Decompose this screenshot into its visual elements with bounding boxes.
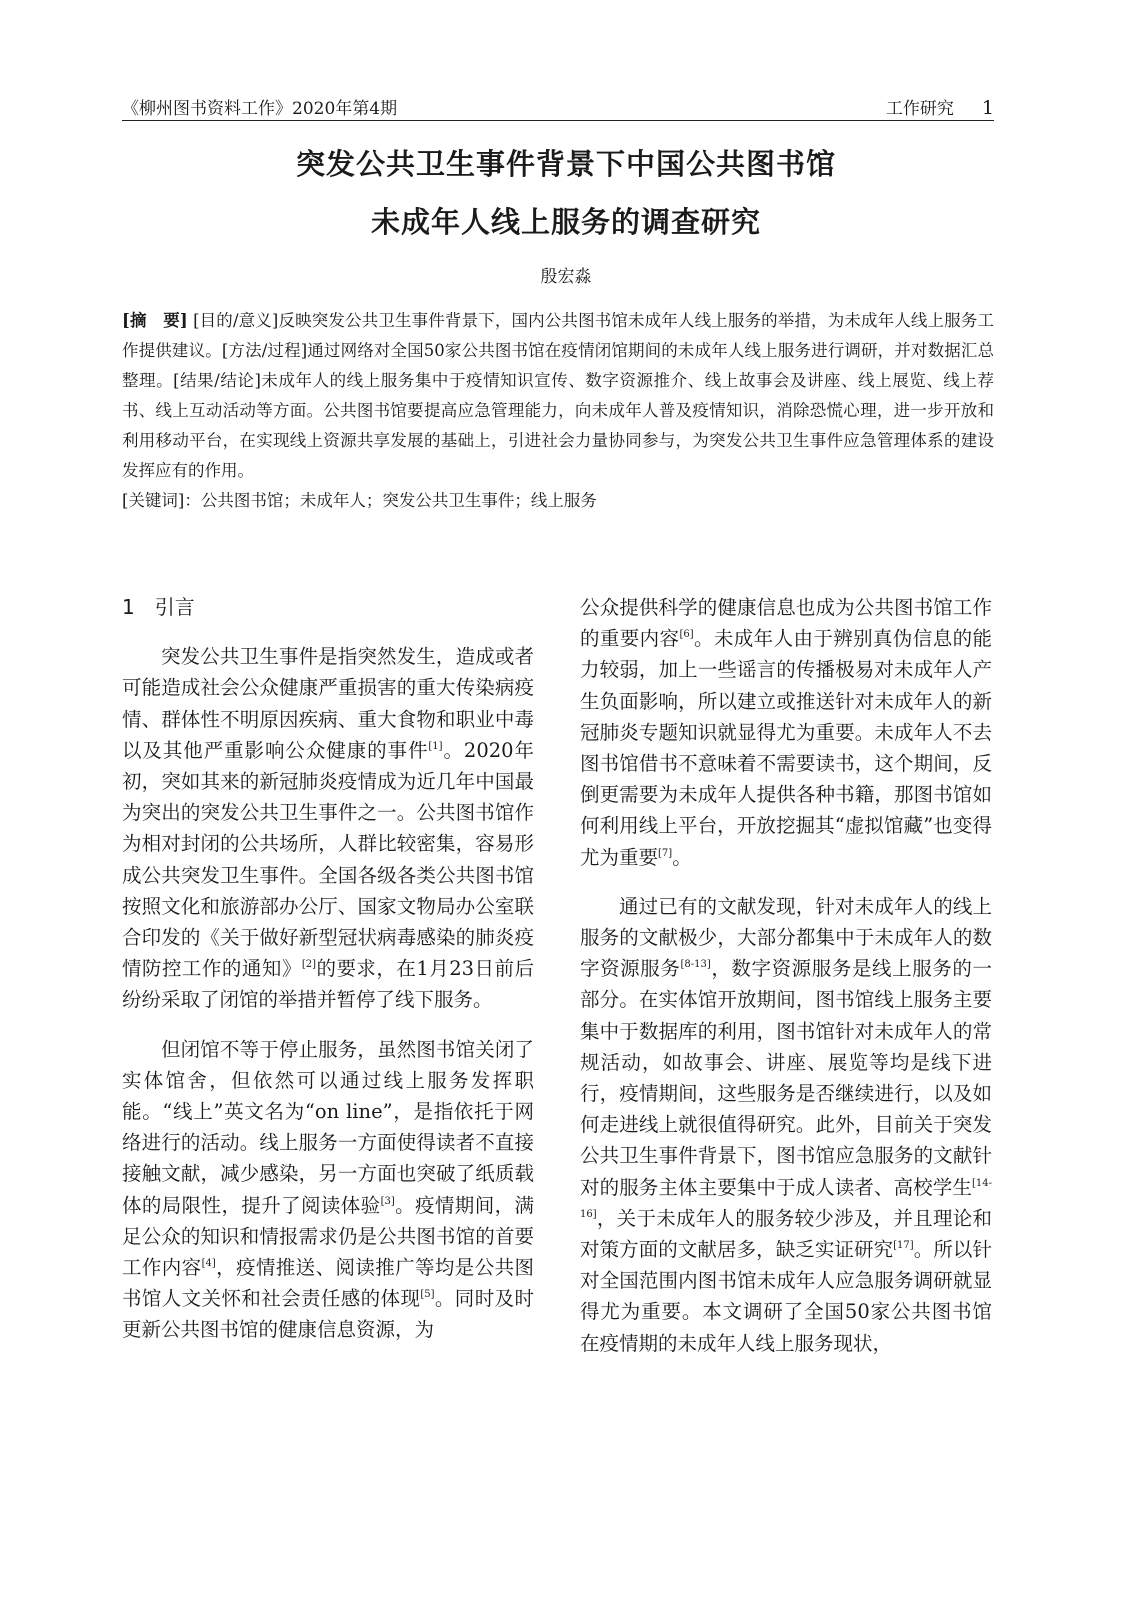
right-column	[580, 592, 992, 1377]
article-title-line-1: 突发公共卫生事件背景下中国公共图书馆	[295, 147, 836, 181]
article-title-line-2: 未成年人线上服务的调查研究	[370, 205, 761, 239]
journal-issue: 《柳州图书资料工作》2020年第4期	[122, 99, 398, 119]
body-paragraph-1	[122, 641, 534, 1015]
text-run: 的要求，在1月23日前后纷纷采取了闭馆的举措并暂停了线下服务。	[122, 957, 534, 1012]
section-heading	[122, 592, 534, 623]
section-number: 1	[122, 595, 135, 619]
citation-1: [1]	[428, 740, 443, 752]
citation-4: [4]	[201, 1258, 216, 1270]
body-paragraph-2	[122, 1034, 534, 1346]
text-run: 。2020年初，突如其来的新冠肺炎疫情成为近几年中国最为突出的突发公共卫生事件之一。公共图书馆作为相对封闭的公共场所，人群比较密集，容易形成公共突发卫生事件。全国各级各类公共图书馆按照文化和旅游部办公厅、国家文物局办公室联合印发的《关于做好新型冠状病毒感染的肺炎疫情防控工作的通知》	[122, 738, 534, 981]
author-name: 殷宏淼	[540, 267, 592, 287]
text-run: ，疫情推送、阅读推广等均是公共图书馆人文关怀和社会责任感的体现	[122, 1256, 534, 1311]
citation-7: [7]	[658, 847, 673, 859]
text-run: 。同时及时更新公共图书馆的健康信息资源，为	[122, 1287, 534, 1342]
section-title: 引言	[154, 595, 195, 619]
page-number: 1	[981, 97, 994, 119]
citation-6: [6]	[679, 629, 694, 641]
keywords-label: [关键词]	[122, 491, 185, 510]
body-paragraph-3	[580, 891, 992, 1359]
keywords-text: ：公共图书馆；未成年人；突发公共卫生事件；线上服务	[184, 491, 597, 510]
running-header	[122, 90, 994, 121]
citation-8-13: [8-13]	[680, 959, 711, 971]
keywords-paragraph	[122, 486, 994, 516]
abstract-text: [目的/意义]反映突发公共卫生事件背景下，国内公共图书馆未成年人线上服务的举措，为未成年人线上服务工作提供建议。[方法/过程]通过网络对全国50家公共图书馆在疫情闭馆期间的未成年人线上服务进行调研，并对数据汇总整理。[结果/结论]未成年人的线上服务集中于疫情知识宣传、数字资源推介、线上故事会及讲座、线上展览、线上荐书、线上互动活动等方面。公共图书馆要提高应急管理能力，向未成年人普及疫情知识，消除恐慌心理，进一步开放和利用移动平台，在实现线上资源共享发展的基础上，引进社会力量协同参与，为突发公共卫生事件应急管理体系的建设发挥应有的作用。	[122, 311, 994, 480]
citation-17: [17]	[893, 1240, 914, 1252]
text-run: 公众提供科学的健康信息也成为公共图书馆工作的重要内容	[580, 596, 992, 651]
citation-3: [3]	[380, 1195, 395, 1207]
body-paragraph-2-continued	[580, 592, 992, 873]
text-run: ，数字资源服务是线上服务的一部分。在实体馆开放期间，图书馆线上服务主要集中于数据库的利用，图书馆针对未成年人的常规活动，如故事会、讲座、展览等均是线下进行，疫情期间，这些服务是否继续进行，以及如何走进线上就很值得研究。此外，目前关于突发公共卫生事件背景下，图书馆应急服务的文献针对的服务主体主要集中于成人读者、高校学生	[580, 957, 992, 1199]
citation-2: [2]	[301, 959, 316, 971]
abstract-label: [摘 要]	[122, 311, 188, 330]
text-run: 。未成年人由于辨别真伪信息的能力较弱，加上一些谣言的传播极易对未成年人产生负面影响，所以建立或推送针对未成年人的新冠肺炎专题知识就显得尤为重要。未成年人不去图书馆借书不意味着不需要读书，这个期间，反倒更需要为未成年人提供各种书籍，那图书馆如何利用线上平台，开放挖掘其“虚拟馆藏”也变得尤为重要	[580, 627, 992, 869]
text-run: ，关于未成年人的服务较少涉及，并且理论和对策方面的文献居多，缺乏实证研究	[580, 1206, 992, 1262]
text-run: 但闭馆不等于停止服务，虽然图书馆关闭了实体馆舍，但依然可以通过线上服务发挥职能。“线上”英文名为“on line”，是指依托于网络进行的活动。线上服务一方面使得读者不直接接触文献，减少感染，另一方面也突破了纸质载体的局限性，提升了阅读体验	[122, 1037, 534, 1217]
citation-14-16: [14-16]	[580, 1177, 992, 1220]
section-label: 工作研究	[885, 99, 954, 119]
text-run: 。	[672, 845, 692, 869]
text-run: 。所以针对全国范围内图书馆未成年人应急服务调研就显得尤为重要。本文调研了全国50家公共图书馆在疫情期的未成年人线上服务现状，	[580, 1238, 992, 1355]
citation-5: [5]	[420, 1289, 435, 1301]
section-label-group	[886, 94, 994, 119]
text-run: 突发公共卫生事件是指突然发生，造成或者可能造成社会公众健康严重损害的重大传染病疫情、群体性不明原因疾病、重大食物和职业中毒以及其他严重影响公众健康的事件	[122, 645, 534, 762]
text-run: 通过已有的文献发现，针对未成年人的线上服务的文献极少，大部分都集中于未成年人的数字资源服务	[580, 894, 992, 981]
text-run: 。疫情期间，满足公众的知识和情报需求仍是公共图书馆的首要工作内容	[122, 1193, 534, 1280]
abstract-block	[122, 306, 994, 516]
left-column	[122, 592, 534, 1364]
abstract-paragraph	[122, 306, 994, 486]
